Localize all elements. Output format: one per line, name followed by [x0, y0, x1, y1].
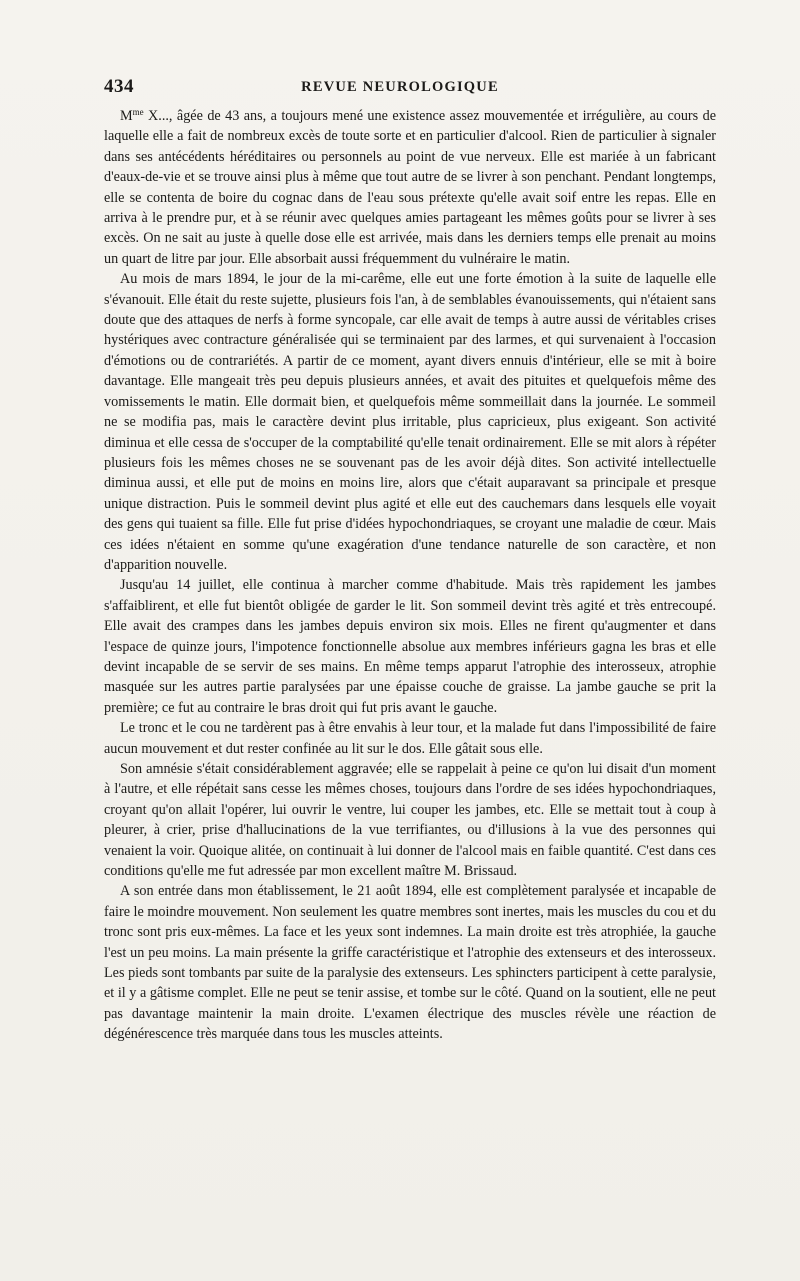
salutation: M	[120, 108, 133, 124]
paragraph-4: Le tronc et le cou ne tardèrent pas à être envahis à leur tour, et la malade fut dans l'impossibilité de faire aucun mouvement et dut rester confinée au lit sur le dos. Elle gâtait sous elle.	[104, 720, 716, 757]
page-number: 434	[104, 76, 134, 97]
paragraph-6: A son entrée dans mon établissement, le 21 août 1894, elle est complètement paralysée et incapable de faire le moindre mouvement. Non seulement les quatre membres sont inertes, mais les muscles du cou et du tronc sont pris eux-mêmes. La face et les yeux sont indemnes. La main droite est très atrophiée, la gauche l'est un peu moins. La main présente la griffe caractéristique et l'atrophie des extenseurs et des interosseux. Les pieds sont tombants par suite de la paralysie des extenseurs. Les sphincters participent à cette paralysie, et il y a gâtisme complet. Elle ne peut se tenir assise, et tombe sur le côté. Quand on la soutient, elle ne peut pas davantage maintenir la main droite. L'examen électrique des muscles révèle une réaction de dégénérescence très marquée dans tous les muscles atteints.	[104, 883, 716, 1043]
running-head	[104, 76, 696, 98]
paragraph-1-text: X..., âgée de 43 ans, a toujours mené une existence assez mouvementée et irrégulière, au cours de laquelle elle a fait de nombreux excès de toute sorte et en particulier d'alcool. Rien de particulier à signaler dans ses antécédents héréditaires ou personnels au point de vue nerveux. Elle est mariée à un fabricant d'eaux-de-vie et se trouve ainsi plus à même que tout autre de se livrer à son penchant. Pendant longtemps, elle se contenta de boire du cognac dans de l'eau sous prétexte qu'elle avait soif entre les repas. Elle en arriva à le prendre pur, et à se réunir avec quelques amies partageant les mêmes goûts pour se livrer à ses excès. On ne sait au juste à quelle dose elle est arrivée, mais dans les derniers temps elle prenait au moins un quart de litre par jour. Elle absorbait aussi fréquemment du vulnéraire le matin.	[104, 108, 716, 267]
journal-title: REVUE NEUROLOGIQUE	[301, 79, 499, 95]
paragraph-3: Jusqu'au 14 juillet, elle continua à marcher comme d'habitude. Mais très rapidement les jambes s'affaiblirent, et elle fut bientôt obligée de garder le lit. Son sommeil devint très agité et très entrecoupé. Elle avait des crampes dans les jambes depuis environ six mois. Elles ne firent qu'augmenter et dans l'espace de quinze jours, l'impotence fonctionnelle absolue aux membres inférieurs gagna les bras et elle devint incapable de se servir de ses mains. En même temps apparut l'atrophie des interosseux, atrophie masquée sur les autres partie paralysées par une épaisse couche de graisse. La jambe gauche se prit la première; ce fut au contraire le bras droit qui fut pris avant le gauche.	[104, 577, 716, 716]
salutation-superscript: me	[132, 107, 144, 117]
paragraph-1	[104, 106, 716, 269]
paragraph-2: Au mois de mars 1894, le jour de la mi-carême, elle eut une forte émotion à la suite de laquelle elle s'évanouit. Elle était du reste sujette, plusieurs fois l'an, à de semblables évanouissements, qui n'étaient sans doute que des attaques de nerfs à forme syncopale, car elle avait de temps à autre aussi de véritables crises hystériques avec contracture généralisée qui se terminaient par des larmes, et qui survenaient à l'occasion d'émotions ou de contrariétés. A partir de ce moment, ayant divers ennuis d'intérieur, elle se mit à boire davantage. Elle mangeait très peu depuis plusieurs années, et avait des pituites et quelquefois même des vomissements le matin. Elle dormait bien, et quelquefois même sommeillait dans la journée. Le sommeil ne se modifia pas, mais le caractère devint plus irritable, plus capricieux, plus exigeant. Son activité diminua et elle cessa de s'occuper de la comptabilité qu'elle tenait ordinairement. Elle se mit alors à répéter plusieurs fois les mêmes choses ne se souvenant pas de les avoir déjà dites. Son activité intellectuelle diminua aussi, et elle put de moins en moins lire, alors que c'était auparavant sa principale et presque unique distraction. Puis le sommeil devint plus agité et elle eut des cauchemars dans lesquels elle voyait des gens qui tuaient sa fille. Elle fut prise d'idées hypochondriaques, se croyant une maladie de cœur. Mais ces idées n'étaient en somme qu'une exagération d'une tendance naturelle de son caractère, et non d'apparition nouvelle.	[104, 271, 716, 573]
paragraph-5: Son amnésie s'était considérablement aggravée; elle se rappelait à peine ce qu'on lui disait d'un moment à l'autre, et elle répétait sans cesse les mêmes choses, toujours dans l'ordre de ses idées hypochondriaques, croyant qu'on allait l'opérer, lui ouvrir le ventre, lui couper les jambes, etc. Elle se mettait tout à coup à pleurer, à crier, prise d'hallucinations de la vue terrifiantes, ou d'illusions à la vue des personnes qui venaient la voir. Quoique alitée, on continuait à lui donner de l'alcool mais en faible quantité. C'est dans ces conditions qu'elle me fut adressée par mon excellent maître M. Brissaud.	[104, 761, 716, 880]
article-body	[104, 106, 716, 1045]
